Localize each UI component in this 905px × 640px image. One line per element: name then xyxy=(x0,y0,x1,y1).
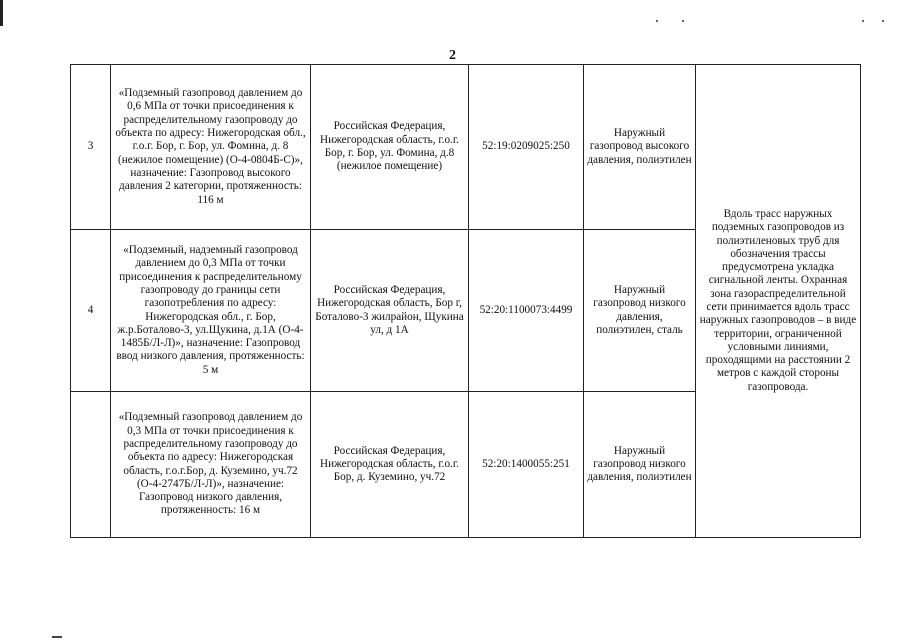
pipeline-type: Наружный газопровод низкого давления, полиэтилен xyxy=(584,392,696,538)
row-number xyxy=(71,392,111,538)
cadastral-number: 52:19:0209025:250 xyxy=(469,65,584,230)
object-description: «Подземный, надземный газопровод давлением до 0,3 МПа от точки присоединения к распределительному газопроводу до границы сети газопотребления по адресу: Нижегородская обл., г. Бор, ж.р.Боталово-3, ул.Щукина, д.1А (О-4-1485Б/Л-Л)», назначение: Газопровод ввод низкого давления, протяженность: 5 м xyxy=(111,230,311,392)
object-description: «Подземный газопровод давлением до 0,6 МПа от точки присоединения к распределительному газопроводу до объекта по адресу: Нижегородская обл., г.о.г. Бор, г. Бор, ул. Фомина, д. 8 (нежилое помещение) (О-4-0804Б-С)», назначение: Газопровод высокого давления 2 категории, протяженность: 116 м xyxy=(111,65,311,230)
table-row xyxy=(71,65,861,230)
object-address: Российская Федерация, Нижегородская область, г.о.г. Бор, д. Куземино, уч.72 xyxy=(311,392,469,538)
scan-speck xyxy=(656,20,658,22)
scan-edge-mark xyxy=(0,0,3,26)
pipeline-type: Наружный газопровод низкого давления, полиэтилен, сталь xyxy=(584,230,696,392)
object-address: Российская Федерация, Нижегородская область, г.о.г. Бор, г. Бор, ул. Фомина, д.8 (нежилое помещение) xyxy=(311,65,469,230)
row-number: 4 xyxy=(71,230,111,392)
object-address: Российская Федерация, Нижегородская область, Бор г, Боталово-3 жилрайон, Щукина ул, д 1А xyxy=(311,230,469,392)
cadastral-number: 52:20:1100073:4499 xyxy=(469,230,584,392)
protection-conditions: Вдоль трасс наружных подземных газопроводов из полиэтиленовых труб для обозначения трассы предусмотрена укладка сигнальной ленты. Охранная зона газораспределительной сети принимается вдоль трасс наружных газопроводов – в виде территории, ограниченной условными линиями, проходящими на расстоянии 2 метров с каждой стороны газопровода. xyxy=(696,65,861,538)
row-number: 3 xyxy=(71,65,111,230)
cadastral-number: 52:20:1400055:251 xyxy=(469,392,584,538)
scan-speck xyxy=(682,20,684,22)
scan-speck xyxy=(882,20,884,22)
gas-pipeline-table xyxy=(70,64,861,538)
scan-speck xyxy=(862,20,864,22)
pipeline-type: Наружный газопровод высокого давления, полиэтилен xyxy=(584,65,696,230)
object-description: «Подземный газопровод давлением до 0,3 МПа от точки присоединения к распределительному газопроводу до объекта по адресу: Нижегородская область, г.о.г.Бор, д. Куземино, уч.72 (О-4-2747Б/Л-Л)», назначение: Газопровод низкого давления, протяженность: 16 м xyxy=(111,392,311,538)
page-number: 2 xyxy=(449,48,456,63)
scan-edge-mark xyxy=(52,636,62,638)
